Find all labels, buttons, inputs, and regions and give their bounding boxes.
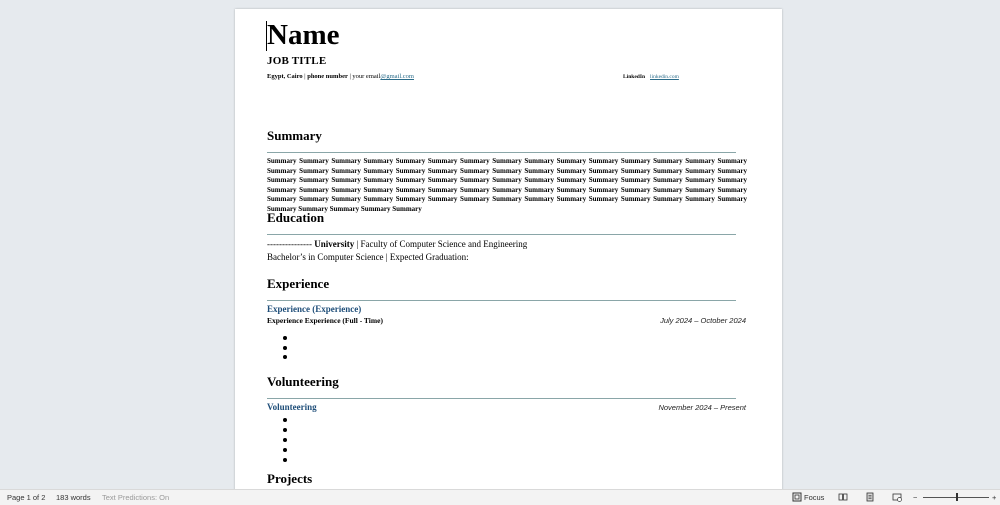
job-title[interactable]: JOB TITLE <box>267 55 327 67</box>
education-faculty: | Faculty of Computer Science and Engineering <box>354 239 528 249</box>
summary-paragraph[interactable]: Summary Summary Summary Summary Summary Summary Summary Summary Summary Summary Summary Summary Summary Summary Summary Summary Summary Summary Summary Summary Summary Summary Summary Summary Summary Summary Summary Summary Summary Summary Summary Summary Summary Summary Summary Summary Summary Summary Summary Summary Summary Summary Summary Summary Summary Summary Summary Summary Summary Summary Summary Summary Summary Summary Summary Summary Summary Summary Summary Summary Summary Summary Summary Summary Summary Summary Summary Summary Summary Summary Summary Summary Summary Summary Summary Summary Summary Summary Summary Summary <box>267 157 747 213</box>
focus-icon[interactable] <box>792 492 802 502</box>
contact-email-text: | your email <box>347 73 381 80</box>
contact-location: Egypt, Cairo <box>267 73 303 80</box>
read-mode-icon[interactable] <box>838 492 848 502</box>
print-layout-icon[interactable] <box>865 492 875 502</box>
bullet-point[interactable] <box>283 336 287 340</box>
section-heading-volunteering[interactable]: Volunteering <box>267 374 339 389</box>
bullet-point[interactable] <box>283 438 287 442</box>
bullet-point[interactable] <box>283 428 287 432</box>
section-heading-education[interactable]: Education <box>267 210 325 225</box>
experience-role[interactable]: Experience Experience (Full - Time) <box>267 316 383 325</box>
section-heading-summary[interactable]: Summary <box>267 128 322 143</box>
text-predictions-status[interactable]: Text Predictions: On <box>102 493 170 502</box>
zoom-in-button[interactable]: + <box>992 493 997 502</box>
linkedin-line[interactable] <box>623 74 679 80</box>
education-line-2[interactable]: Bachelor’s in Computer Science | Expected Graduation: <box>267 252 469 262</box>
zoom-slider-thumb[interactable] <box>956 493 958 501</box>
section-divider <box>267 234 736 235</box>
resume-name[interactable]: Name <box>267 19 340 51</box>
linkedin-link[interactable]: linkedin.com <box>650 74 679 80</box>
bullet-point[interactable] <box>283 418 287 422</box>
bullet-point[interactable] <box>283 458 287 462</box>
focus-button[interactable]: Focus <box>804 493 825 502</box>
web-layout-icon[interactable] <box>892 492 902 502</box>
education-line-1[interactable] <box>267 239 527 249</box>
experience-subtitle[interactable]: Experience (Experience) <box>267 304 362 314</box>
section-divider <box>267 152 736 153</box>
section-divider <box>267 300 736 301</box>
education-university: University <box>314 239 355 249</box>
contact-phone: phone number <box>307 73 348 80</box>
experience-dates[interactable]: July 2024 – October 2024 <box>660 316 746 325</box>
bullet-point[interactable] <box>283 346 287 350</box>
bullet-point[interactable] <box>283 448 287 452</box>
section-divider <box>267 398 736 399</box>
volunteering-dates[interactable]: November 2024 – Present <box>658 403 746 412</box>
section-heading-experience[interactable]: Experience <box>267 276 330 291</box>
email-link[interactable]: @gmail.com <box>380 73 414 80</box>
status-bar <box>0 489 1000 505</box>
linkedin-label: LinkedIn <box>623 74 646 80</box>
document-page[interactable] <box>235 9 782 489</box>
zoom-out-button[interactable]: − <box>913 493 918 502</box>
section-heading-projects[interactable]: Projects <box>267 471 313 486</box>
education-dashes: --------------- <box>267 239 315 249</box>
word-count[interactable]: 183 words <box>56 493 91 502</box>
bullet-point[interactable] <box>283 355 287 359</box>
contact-line[interactable] <box>267 73 414 80</box>
page-count[interactable]: Page 1 of 2 <box>7 493 46 502</box>
volunteering-subtitle[interactable]: Volunteering <box>267 402 317 412</box>
contact-separator: | <box>302 73 308 80</box>
